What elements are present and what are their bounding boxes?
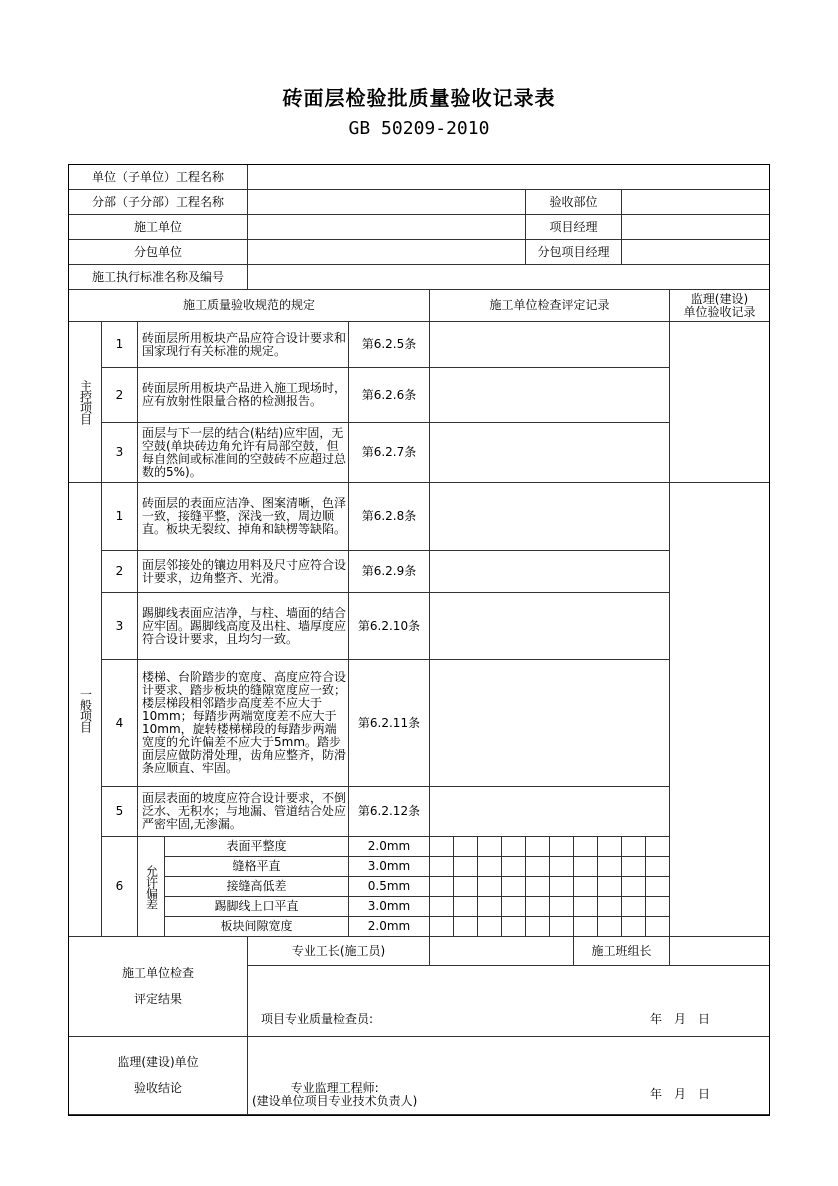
tolerance-value: 2.0mm xyxy=(348,916,430,937)
item-number: 2 xyxy=(101,367,138,423)
measurement-cell[interactable] xyxy=(453,916,478,937)
label-standard-name: 施工执行标准名称及编号 xyxy=(68,264,248,290)
item-clause: 第6.2.5条 xyxy=(348,321,430,368)
measurement-cell[interactable] xyxy=(621,876,646,897)
item-check-record[interactable] xyxy=(429,422,670,483)
measurement-cell[interactable] xyxy=(477,836,502,857)
measurement-cell[interactable] xyxy=(597,876,622,897)
measurement-cell[interactable] xyxy=(645,896,670,917)
measurement-cell[interactable] xyxy=(597,836,622,857)
measurement-cell[interactable] xyxy=(429,896,454,917)
check-result-field[interactable] xyxy=(247,965,770,1037)
tolerance-label: 允许偏差 xyxy=(137,836,165,937)
label-construction-unit: 施工单位 xyxy=(68,214,248,240)
supervisor-conclusion-field[interactable] xyxy=(247,1036,770,1115)
measurement-cell[interactable] xyxy=(621,916,646,937)
measurement-cell[interactable] xyxy=(453,836,478,857)
item-requirement: 面层表面的坡度应符合设计要求，不倒泛水、无积水；与地漏、管道结合处应严密牢固,无渗漏。 xyxy=(137,786,349,837)
item-clause: 第6.2.9条 xyxy=(348,550,430,593)
quality-inspector-label: 项目专业质量检查员: xyxy=(261,1012,374,1026)
measurement-cell[interactable] xyxy=(525,876,550,897)
tolerance-item: 板块间隙宽度 xyxy=(164,916,349,937)
measurement-cell[interactable] xyxy=(645,876,670,897)
standard-code: GB 50209-2010 xyxy=(348,118,490,139)
check-result-label: 施工单位检查 评定结果 xyxy=(68,936,248,1037)
measurement-cell[interactable] xyxy=(549,856,574,877)
item-clause: 第6.2.8条 xyxy=(348,482,430,551)
tolerance-value: 3.0mm xyxy=(348,896,430,917)
measurement-cell[interactable] xyxy=(525,916,550,937)
measurement-cell[interactable] xyxy=(621,896,646,917)
tolerance-value: 0.5mm xyxy=(348,876,430,897)
measurement-cell[interactable] xyxy=(549,876,574,897)
item-check-record[interactable] xyxy=(429,659,670,787)
measurement-cell[interactable] xyxy=(549,916,574,937)
item-requirement: 砖面层的表面应洁净、图案清晰，色泽一致，接缝平整，深浅一致，周边顺直。板块无裂纹、掉角和缺楞等缺陷。 xyxy=(137,482,349,551)
tolerance-item: 接缝高低差 xyxy=(164,876,349,897)
measurement-cell[interactable] xyxy=(597,916,622,937)
item-check-record[interactable] xyxy=(429,367,670,423)
supervisor-engineer-label: 专业监理工程师: (建设单位项目专业技术负责人) xyxy=(252,1081,418,1108)
field-standard-name[interactable] xyxy=(247,264,770,290)
measurement-cell[interactable] xyxy=(573,916,598,937)
measurement-cell[interactable] xyxy=(501,856,526,877)
measurement-cell[interactable] xyxy=(429,836,454,857)
label-foreman: 专业工长(施工员) xyxy=(247,936,430,966)
label-sub-project: 分部（子分部）工程名称 xyxy=(68,189,248,215)
item-requirement: 面层与下一层的结合(粘结)应牢固，无空鼓(单块砖边角允许有局部空鼓，但每自然间或标准间的空鼓砖不应超过总数的5%)。 xyxy=(137,422,349,483)
supervisor-conclusion-label: 监理(建设)单位 验收结论 xyxy=(68,1036,248,1115)
measurement-cell[interactable] xyxy=(453,856,478,877)
item-clause: 第6.2.6条 xyxy=(348,367,430,423)
main-items-label: 主控项目 xyxy=(68,321,102,483)
tolerance-item: 缝格平直 xyxy=(164,856,349,877)
field-sub-project-manager[interactable] xyxy=(621,239,770,265)
measurement-cell[interactable] xyxy=(477,916,502,937)
item-requirement: 砖面层所用板块产品应符合设计要求和国家现行有关标准的规定。 xyxy=(137,321,349,368)
measurement-cell[interactable] xyxy=(429,856,454,877)
item-check-record[interactable] xyxy=(429,482,670,551)
measurement-cell[interactable] xyxy=(573,876,598,897)
measurement-cell[interactable] xyxy=(525,856,550,877)
column-header-supervisor-record: 监理(建设) 单位验收记录 xyxy=(669,289,770,322)
measurement-cell[interactable] xyxy=(621,856,646,877)
tolerance-value: 3.0mm xyxy=(348,856,430,877)
field-acceptance-part[interactable] xyxy=(621,189,770,215)
measurement-cell[interactable] xyxy=(573,856,598,877)
measurement-cell[interactable] xyxy=(501,876,526,897)
field-project-manager[interactable] xyxy=(621,214,770,240)
measurement-cell[interactable] xyxy=(621,836,646,857)
field-subcontractor[interactable] xyxy=(247,239,526,265)
item-check-record[interactable] xyxy=(429,786,670,837)
label-sub-project-manager: 分包项目经理 xyxy=(525,239,622,265)
item-check-record[interactable] xyxy=(429,550,670,593)
item-requirement: 楼梯、台阶踏步的宽度、高度应符合设计要求、踏步板块的缝隙宽度应一致；楼层梯段相邻踏步高度差不应大于10mm；每踏步两端宽度差不应大于10mm，旋转楼梯梯段的每踏步两端宽度的允许偏差不应大于5mm。踏步面层应做防滑处理，齿角应整齐，防滑条应顺直、牢固。 xyxy=(137,659,349,787)
measurement-cell[interactable] xyxy=(597,856,622,877)
supervisor-date: 年 月 日 xyxy=(650,1087,711,1101)
field-foreman[interactable] xyxy=(429,936,574,966)
item-number: 4 xyxy=(101,659,138,787)
measurement-cell[interactable] xyxy=(645,916,670,937)
tolerance-value: 2.0mm xyxy=(348,836,430,857)
item-check-record[interactable] xyxy=(429,321,670,368)
item-clause: 第6.2.11条 xyxy=(348,659,430,787)
measurement-cell[interactable] xyxy=(501,916,526,937)
measurement-cell[interactable] xyxy=(477,856,502,877)
measurement-cell[interactable] xyxy=(453,896,478,917)
item-number: 6 xyxy=(101,836,138,937)
column-header-spec: 施工质量验收规范的规定 xyxy=(68,289,430,322)
label-team-leader: 施工班组长 xyxy=(573,936,670,966)
measurement-cell[interactable] xyxy=(597,896,622,917)
measurement-cell[interactable] xyxy=(645,856,670,877)
field-sub-project[interactable] xyxy=(247,189,526,215)
item-requirement: 砖面层所用板块产品进入施工现场时，应有放射性限量合格的检测报告。 xyxy=(137,367,349,423)
tolerance-item: 表面平整度 xyxy=(164,836,349,857)
measurement-cell[interactable] xyxy=(573,836,598,857)
general-items-supervisor-record[interactable] xyxy=(669,482,770,937)
label-unit-project: 单位（子单位）工程名称 xyxy=(68,164,248,190)
measurement-cell[interactable] xyxy=(549,896,574,917)
label-acceptance-part: 验收部位 xyxy=(525,189,622,215)
item-clause: 第6.2.7条 xyxy=(348,422,430,483)
item-number: 3 xyxy=(101,422,138,483)
measurement-cell[interactable] xyxy=(453,876,478,897)
field-construction-unit[interactable] xyxy=(247,214,526,240)
form-title: 砖面层检验批质量验收记录表 xyxy=(282,86,556,110)
measurement-cell[interactable] xyxy=(501,896,526,917)
label-subcontractor: 分包单位 xyxy=(68,239,248,265)
main-items-supervisor-record[interactable] xyxy=(669,321,770,483)
item-number: 5 xyxy=(101,786,138,837)
item-number: 1 xyxy=(101,482,138,551)
column-header-check-record: 施工单位检查评定记录 xyxy=(429,289,670,322)
measurement-cell[interactable] xyxy=(477,876,502,897)
measurement-cell[interactable] xyxy=(525,836,550,857)
item-number: 3 xyxy=(101,592,138,660)
field-team-leader[interactable] xyxy=(669,936,770,966)
general-items-label: 一般项目 xyxy=(68,482,102,937)
measurement-cell[interactable] xyxy=(501,836,526,857)
field-unit-project[interactable] xyxy=(247,164,770,190)
item-clause: 第6.2.10条 xyxy=(348,592,430,660)
tolerance-item: 踢脚线上口平直 xyxy=(164,896,349,917)
item-requirement: 踢脚线表面应洁净，与柱、墙面的结合应牢固。踢脚线高度及出柱、墙厚度应符合设计要求，且均匀一致。 xyxy=(137,592,349,660)
measurement-cell[interactable] xyxy=(429,876,454,897)
measurement-cell[interactable] xyxy=(525,896,550,917)
measurement-cell[interactable] xyxy=(549,836,574,857)
label-project-manager: 项目经理 xyxy=(525,214,622,240)
item-check-record[interactable] xyxy=(429,592,670,660)
check-date: 年 月 日 xyxy=(650,1012,711,1026)
measurement-cell[interactable] xyxy=(645,836,670,857)
item-requirement: 面层邻接处的镶边用料及尺寸应符合设计要求，边角整齐、光滑。 xyxy=(137,550,349,593)
item-clause: 第6.2.12条 xyxy=(348,786,430,837)
measurement-cell[interactable] xyxy=(573,896,598,917)
measurement-cell[interactable] xyxy=(429,916,454,937)
item-number: 1 xyxy=(101,321,138,368)
measurement-cell[interactable] xyxy=(477,896,502,917)
item-number: 2 xyxy=(101,550,138,593)
